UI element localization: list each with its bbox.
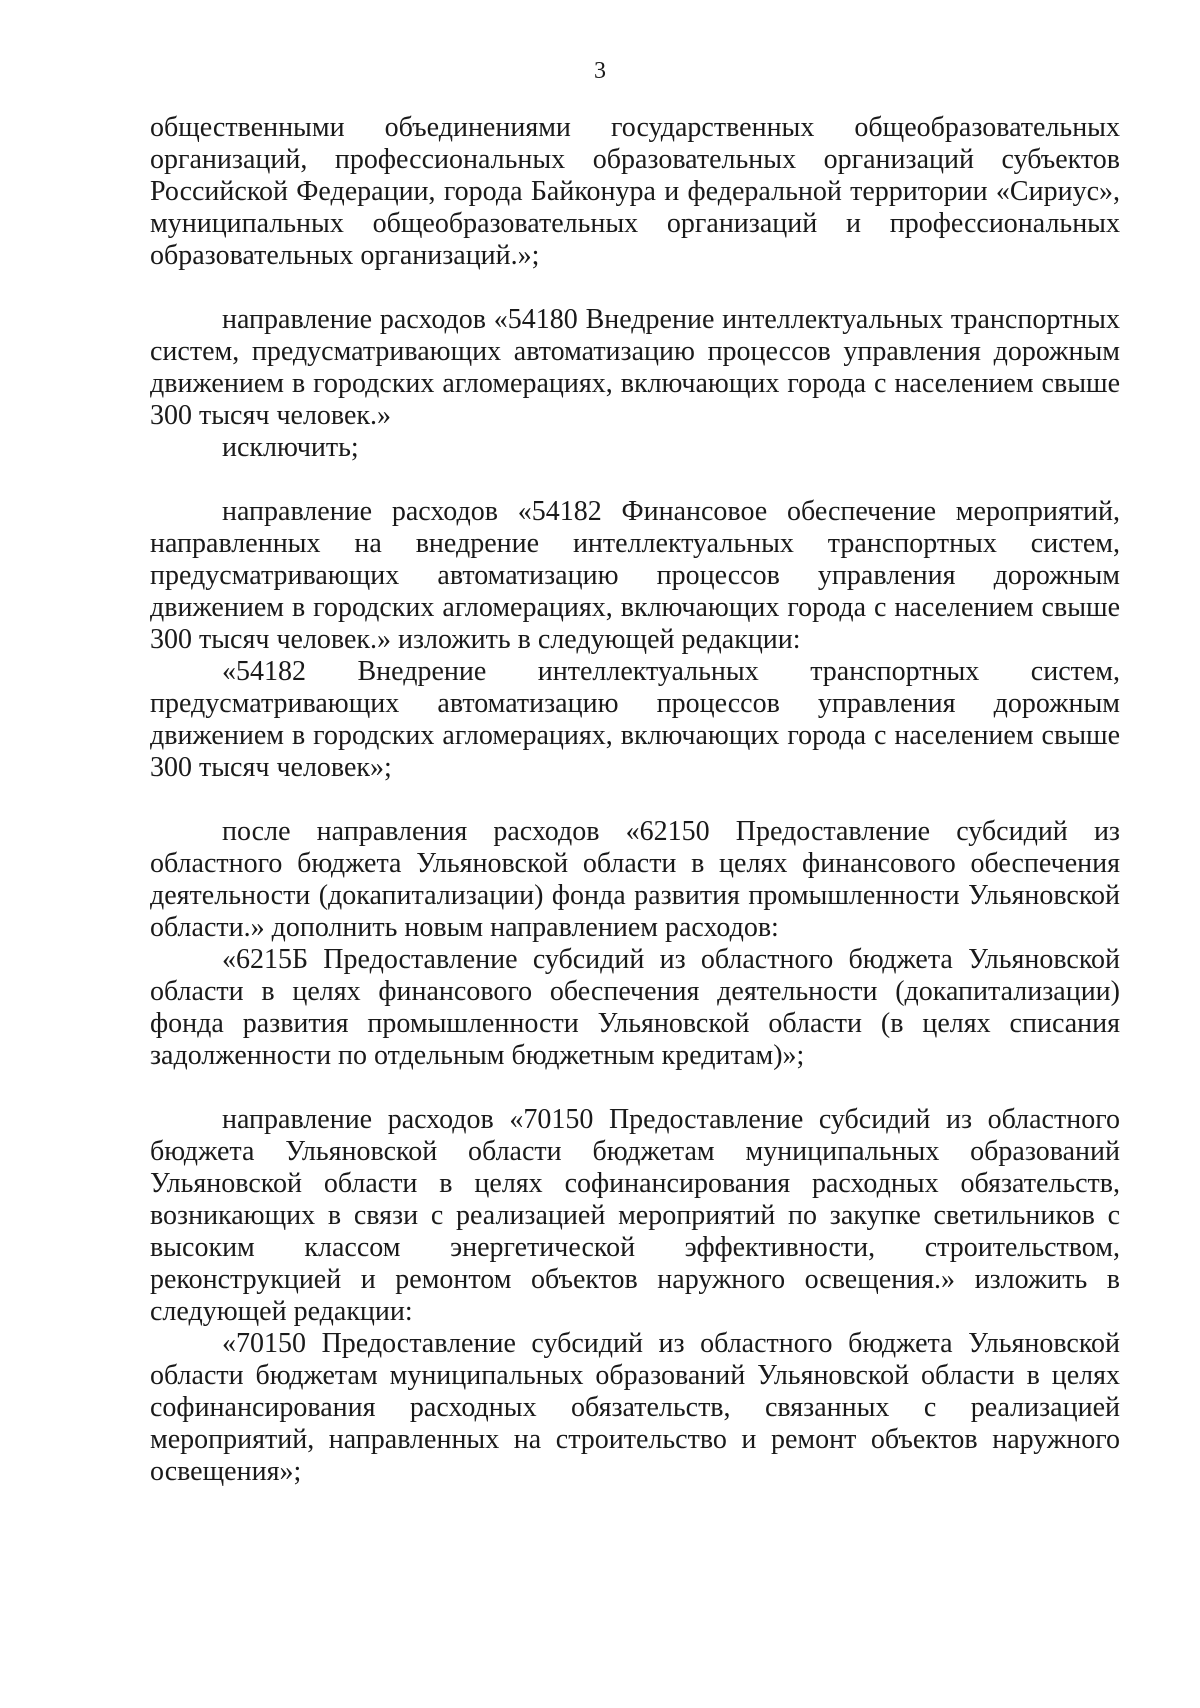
paragraph-62150: после направления расходов «62150 Предоставление субсидий из областного бюджета Ульяновской области в целях финансового обеспечения деятельности (докапитализации) фонда развития промышленности Ульяновской области.» дополнить новым направлением расходов: [150, 816, 1120, 943]
paragraph-exclude: исключить; [222, 432, 359, 463]
paragraph-54180: направление расходов «54180 Внедрение интеллектуальных транспортных систем, предусматривающих автоматизацию процессов управления дорожным движением в городских агломерациях, включающих города с населением свыше 300 тысяч человек.» [150, 304, 1120, 431]
paragraph-continuation: общественными объединениями государственных общеобразовательных организаций, профессиональных образовательных организаций субъектов Российской Федерации, города Байконура и федеральной территории «Сириус», муниципальных общеобразовательных организаций и профессиональных образовательных организаций.»; [150, 112, 1120, 271]
document-body [150, 112, 1120, 1488]
paragraph-70150-new: «70150 Предоставление субсидий из областного бюджета Ульяновской области бюджетам муниципальных образований Ульяновской области в целях софинансирования расходных обязательств, связанных с реализацией мероприятий, направленных на строительство и ремонт объектов наружного освещения»; [150, 1328, 1120, 1487]
paragraph-54182-new: «54182 Внедрение интеллектуальных транспортных систем, предусматривающих автоматизацию процессов управления дорожным движением в городских агломерациях, включающих города с населением свыше 300 тысяч человек»; [150, 656, 1120, 783]
paragraph-54182: направление расходов «54182 Финансовое обеспечение мероприятий, направленных на внедрение интеллектуальных транспортных систем, предусматривающих автоматизацию процессов управления дорожным движением в городских агломерациях, включающих города с населением свыше 300 тысяч человек.» изложить в следующей редакции: [150, 496, 1120, 655]
paragraph-70150: направление расходов «70150 Предоставление субсидий из областного бюджета Ульяновской области бюджетам муниципальных образований Ульяновской области в целях софинансирования расходных обязательств, возникающих в связи с реализацией мероприятий по закупке светильников с высоким классом энергетической эффективности, строительством, реконструкцией и ремонтом объектов наружного освещения.» изложить в следующей редакции: [150, 1104, 1120, 1327]
page-number: 3 [594, 58, 606, 84]
paragraph-6215b: «6215Б Предоставление субсидий из областного бюджета Ульяновской области в целях финансового обеспечения деятельности (докапитализации) фонда развития промышленности Ульяновской области (в целях списания задолженности по отдельным бюджетным кредитам)»; [150, 944, 1120, 1071]
